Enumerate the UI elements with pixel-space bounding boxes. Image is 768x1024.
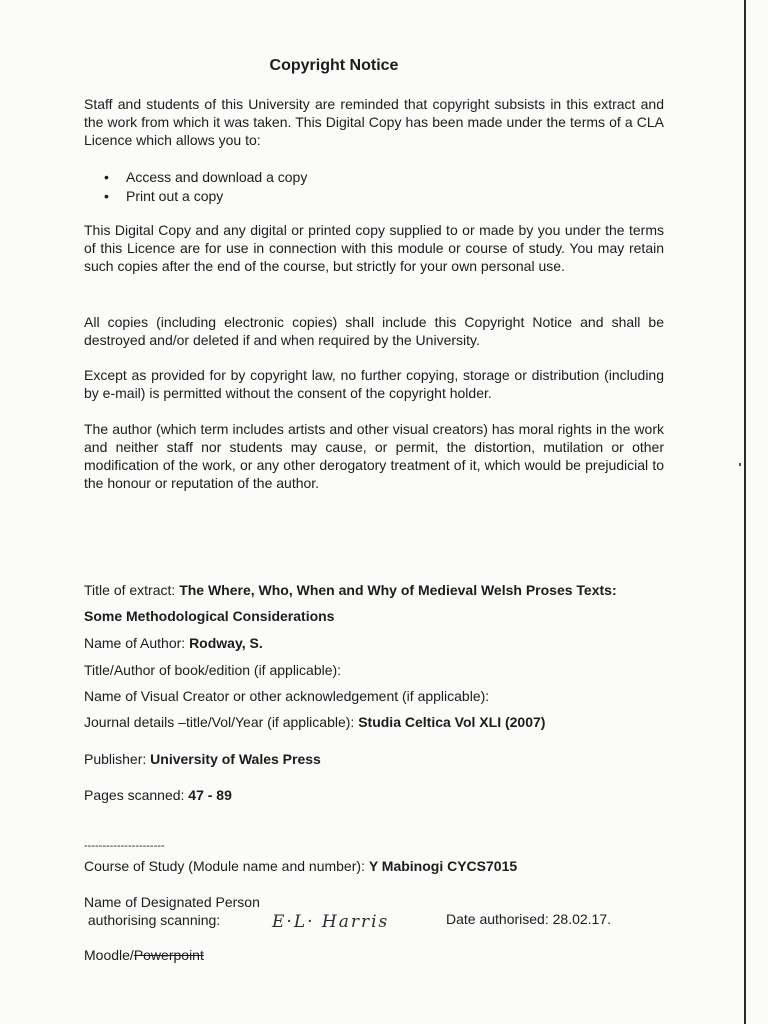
extract-title-continued — [84, 607, 334, 625]
field-label: Publisher: — [84, 751, 151, 767]
platform-moodle: Moodle/ — [84, 947, 134, 963]
pages-field — [84, 786, 232, 804]
field-value: University of Wales Press — [150, 751, 321, 767]
field-label: Course of Study (Module name and number): — [84, 858, 369, 874]
designated-person-label: Name of Designated Person — [84, 894, 260, 910]
copies-paragraph: All copies (including electronic copies) shall include this Copyright Notice and shall be destroyed and/or deleted if and when required by the University. — [84, 314, 664, 348]
intro-paragraph: Staff and students of this University are reminded that copyright subsists in this extract and the work from which it was taken. This Digital Copy has been made under the terms of a CLA Licence which allows you to: — [84, 96, 664, 148]
authorising-label: authorising scanning: — [84, 912, 221, 928]
divider: ---------------------- — [84, 840, 165, 852]
field-value: Y Mabinogi CYCS7015 — [368, 858, 518, 874]
visual-creator-field — [84, 687, 489, 705]
field-value: Rodway, S. — [189, 635, 263, 651]
field-value: Studia Celtica Vol XLI (2007) — [358, 714, 546, 730]
date-authorised: Date authorised: 28.02.17. — [446, 911, 612, 927]
permission-list — [84, 168, 307, 206]
scan-speck — [739, 463, 741, 466]
moral-rights-paragraph: The author (which term includes artists and other visual creators) has moral rights in the work and neither staff nor students may cause, or permit, the distortion, mutilation or other modification of the work, or any other derogatory treatment of it, which would be prejudicial to the honour or reputation of the author. — [84, 421, 664, 491]
list-item: • Access and download a copy — [84, 168, 307, 187]
field-value: The Where, Who, When and Why of Medieval Welsh Proses Texts: — [179, 582, 617, 598]
platform-powerpoint-struck: Powerpoint — [133, 947, 204, 963]
field-label: Title of extract: — [84, 582, 180, 598]
usage-paragraph: This Digital Copy and any digital or printed copy supplied to or made by you under the terms of this Licence are for use in connection with this module or course of study. You may retain such copies after the end of the course, but strictly for your own personal use. — [84, 222, 664, 274]
course-field — [84, 857, 517, 875]
field-value: Some Methodological Considerations — [84, 608, 335, 624]
field-value: 47 - 89 — [188, 787, 232, 803]
field-label: Name of Visual Creator or other acknowledgement (if applicable): — [84, 688, 490, 704]
page-edge-line — [744, 0, 746, 1024]
author-field — [84, 634, 263, 652]
field-label: Title/Author of book/edition (if applicable): — [84, 662, 342, 678]
handwritten-signature: E·L· Harris — [272, 912, 390, 932]
list-item: • Print out a copy — [84, 187, 307, 206]
extract-title-field — [84, 581, 617, 599]
field-label: Pages scanned: — [84, 787, 189, 803]
page-title: Copyright Notice — [269, 57, 399, 74]
book-field — [84, 661, 341, 679]
field-label: Name of Author: — [84, 635, 190, 651]
journal-field — [84, 713, 545, 731]
publisher-field — [84, 750, 321, 768]
platform-field — [84, 946, 204, 964]
field-label: Journal details –title/Vol/Year (if applicable): — [84, 714, 359, 730]
restriction-paragraph: Except as provided for by copyright law, no further copying, storage or distribution (including by e-mail) is permitted without the consent of the copyright holder. — [84, 367, 664, 401]
